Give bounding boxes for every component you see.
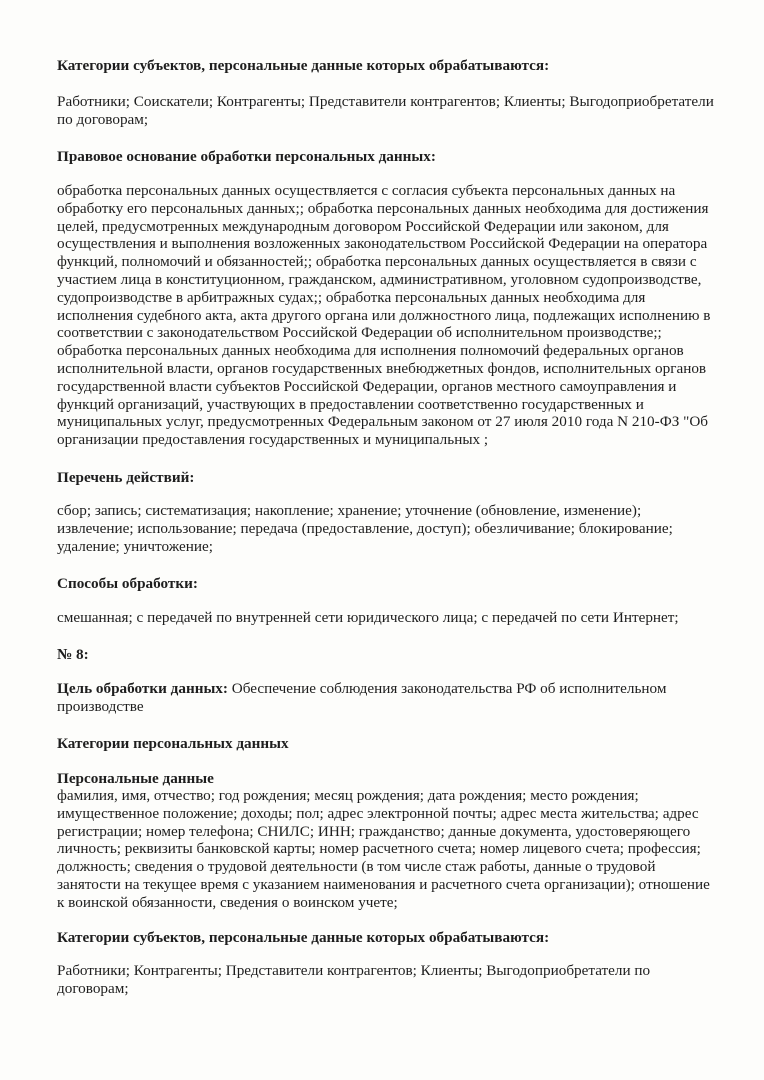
text-line: личность; реквизиты банковской карты; номер расчетного счета; номер лицевого счета; профессия;	[57, 840, 701, 858]
text-line: фамилия, имя, отчество; год рождения; месяц рождения; дата рождения; место рождения;	[57, 787, 639, 804]
subjects-heading: Категории субъектов, персональные данные которых обрабатываются:	[57, 929, 550, 946]
text-line: функций, полномочий и обязанностей;; обработка персональных данных осуществляется в связи с	[57, 253, 697, 271]
personal-data-heading: Персональные данные	[57, 770, 214, 787]
text-line: регистрации; номер телефона; СНИЛС; ИНН; гражданство; данные документа, удостоверяющего	[57, 822, 691, 840]
text-line: сбор; запись; систематизация; накопление; хранение; уточнение (обновление, изменение);	[57, 502, 642, 519]
text-line: исполнения судебного акта, акта другого органа или должностного лица, подлежащих исполнению в	[57, 306, 711, 324]
text-line: соответствии с законодательством Российской Федерации об исполнительном производстве;;	[57, 324, 662, 342]
text-line: организации предоставления государственных и муниципальных ;	[57, 431, 489, 449]
text-line: участием лица в конституционном, гражданском, административном, уголовном судопроизводстве,	[57, 270, 702, 288]
text-line: исполнительной власти, органов государственных внебюджетных фондов, исполнительных органов	[57, 359, 707, 377]
text-line: к воинской обязанности, сведения о воинском учете;	[57, 893, 398, 911]
text-line: функций организаций, участвующих в предоставлении соответственно государственных и	[57, 395, 644, 413]
actions-heading: Перечень действий:	[57, 469, 195, 486]
text-line	[57, 680, 729, 698]
document-page	[57, 0, 729, 1080]
text-line: имущественное положение; доходы; пол; адрес электронной почты; адрес места жительства; адрес	[57, 804, 699, 822]
text-line: Работники; Соискатели; Контрагенты; Представители контрагентов; Клиенты; Выгодоприобретатели	[57, 93, 714, 110]
personal-data-text	[57, 787, 729, 912]
actions-text	[57, 502, 729, 555]
methods-text	[57, 609, 729, 627]
subjects-text	[57, 93, 729, 129]
subjects-heading: Категории субъектов, персональные данные которых обрабатываются:	[57, 57, 550, 74]
text-line: обработку его персональных данных;; обработка персональных данных необходима для достижения	[57, 199, 709, 217]
text-line: обработка персональных данных необходима для исполнения полномочий федеральных органов	[57, 342, 684, 360]
legal-basis-heading: Правовое основание обработки персональных данных:	[57, 148, 436, 165]
categories-heading: Категории персональных данных	[57, 735, 289, 752]
section-number: № 8:	[57, 646, 89, 663]
text-line: обработка персональных данных осуществляется с согласия субъекта персональных данных на	[57, 182, 676, 199]
text-line: смешанная; с передачей по внутренней сети юридического лица; с передачей по сети Интернет;	[57, 609, 679, 626]
text-line: по договорам;	[57, 110, 149, 128]
text-line: муниципальных услуг, предусмотренных Федеральным законом от 27 июля 2010 года N 210-ФЗ "Об	[57, 413, 709, 431]
text-line: государственной власти субъектов Российской Федерации, органов местного самоуправления и	[57, 377, 677, 395]
text-line: Работники; Контрагенты; Представители контрагентов; Клиенты; Выгодоприобретатели по	[57, 962, 651, 979]
purpose-text: Обеспечение соблюдения законодательства РФ об исполнительном	[227, 680, 667, 697]
text-line: должность; сведения о трудовой деятельности (в том числе стаж работы, данные о трудовой	[57, 858, 656, 876]
text-line: осуществления и выполнения возложенных законодательством Российской Федерации на оператора	[57, 235, 708, 253]
text-line: извлечение; использование; передача (предоставление, доступ); обезличивание; блокирование;	[57, 519, 673, 537]
methods-heading: Способы обработки:	[57, 575, 198, 592]
text-line: занятости на текущее время с указанием наименования и расчетного счета организации); отношение	[57, 875, 710, 893]
subjects-text	[57, 962, 729, 998]
text-line: производстве	[57, 697, 144, 715]
text-line: удаление; уничтожение;	[57, 537, 213, 555]
purpose-paragraph	[57, 680, 729, 716]
text-line: договорам;	[57, 979, 129, 997]
legal-basis-text	[57, 182, 729, 449]
text-line: судопроизводстве в арбитражных судах;; обработка персональных данных необходима для	[57, 288, 646, 306]
purpose-label: Цель обработки данных:	[57, 680, 228, 697]
text-line: целей, предусмотренных международным договором Российской Федерации или законом, для	[57, 217, 669, 235]
